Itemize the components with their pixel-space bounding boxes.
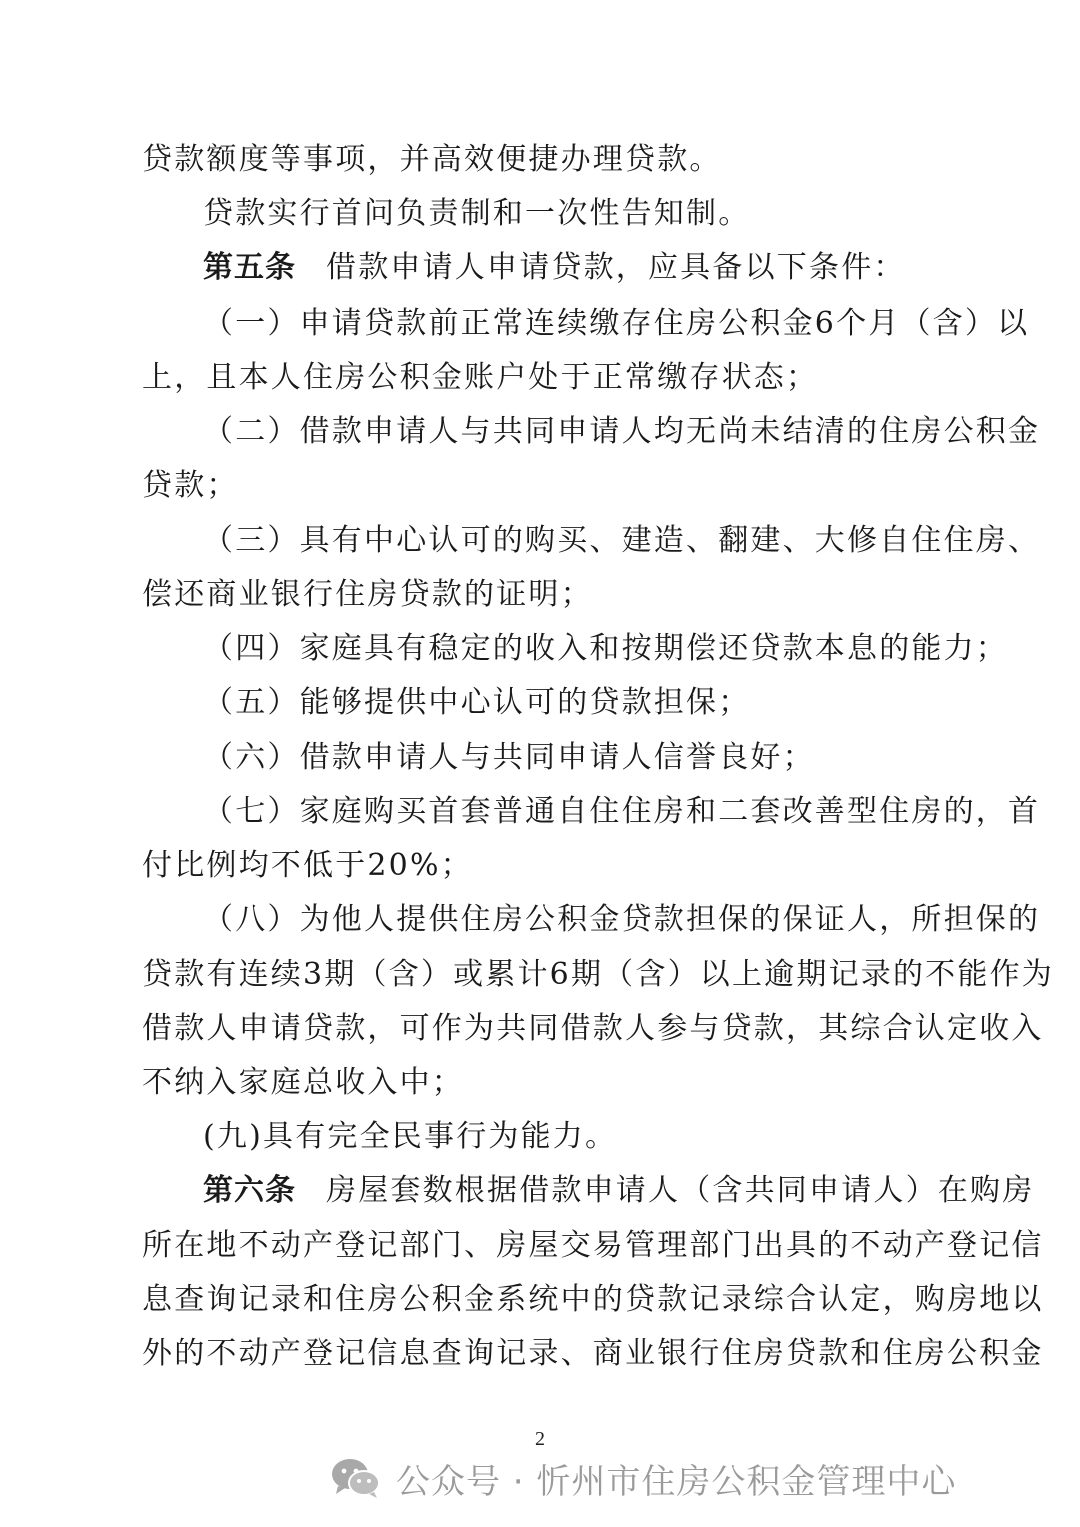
list-item-9: (九)具有完全民事行为能力。: [203, 1119, 618, 1154]
article-5-text: 借款申请人申请贷款，应具备以下条件：: [326, 250, 906, 285]
list-item-2-line-1: （二）借款申请人与共同申请人均无尚未结清的住房公积金: [203, 414, 1041, 449]
article-6-line: [203, 1173, 1035, 1209]
list-item-3-line-1: （三）具有中心认可的购买、建造、翻建、大修自住住房、: [203, 523, 1041, 558]
list-item-8-line-1: （八）为他人提供住房公积金贷款担保的保证人，所担保的: [203, 902, 1041, 937]
watermark-text: 公众号 · 忻州市住房公积金管理中心: [396, 1461, 957, 1502]
list-item-2-line-2: 贷款；: [142, 468, 239, 503]
paragraph-line: 贷款额度等事项，并高效便捷办理贷款。: [142, 142, 722, 177]
article-6-line-3: 息查询记录和住房公积金系统中的贷款记录综合认定，购房地以: [142, 1282, 1044, 1317]
list-item-1-line-2: 上，且本人住房公积金账户处于正常缴存状态；: [142, 360, 819, 395]
article-5-heading: 第五条: [203, 250, 296, 285]
article-6-text: 房屋套数根据借款申请人（含共同申请人）在购房: [326, 1173, 1035, 1208]
list-item-6: （六）借款申请人与共同申请人信誉良好；: [203, 740, 815, 775]
article-6-heading: 第六条: [203, 1173, 296, 1208]
paragraph-line: 贷款实行首问负责制和一次性告知制。: [203, 196, 751, 231]
list-item-7-line-2: 付比例均不低于20%；: [142, 848, 473, 883]
wechat-icon: [330, 1456, 382, 1500]
wechat-watermark: [330, 1453, 956, 1503]
page-number: 2: [535, 1428, 545, 1450]
article-5-line: [203, 250, 1003, 286]
list-item-8-line-4: 不纳入家庭总收入中；: [142, 1065, 464, 1100]
list-item-5: （五）能够提供中心认可的贷款担保；: [203, 685, 751, 720]
list-item-1-line-1: （一）申请贷款前正常连续缴存住房公积金6个月（含）以: [203, 306, 1030, 341]
list-item-7-line-1: （七）家庭购买首套普通自住住房和二套改善型住房的，首: [203, 794, 1041, 829]
list-item-8-line-3: 借款人申请贷款，可作为共同借款人参与贷款，其综合认定收入: [142, 1011, 1044, 1046]
article-6-line-2: 所在地不动产登记部门、房屋交易管理部门出具的不动产登记信: [142, 1228, 1044, 1263]
list-item-3-line-2: 偿还商业银行住房贷款的证明；: [142, 577, 593, 612]
article-6-line-4: 外的不动产登记信息查询记录、商业银行住房贷款和住房公积金: [142, 1336, 1044, 1371]
list-item-8-line-2: 贷款有连续3期（含）或累计6期（含）以上逾期记录的不能作为: [142, 957, 1054, 992]
list-item-4: （四）家庭具有稳定的收入和按期偿还贷款本息的能力；: [203, 631, 1008, 666]
